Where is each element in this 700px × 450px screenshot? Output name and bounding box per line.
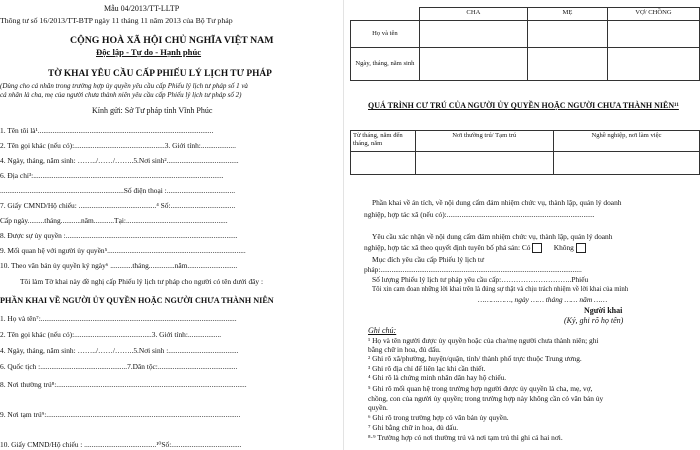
section-heading: PHẦN KHAI VỀ NGƯỜI ỦY QUYỀN HOẶC NGƯỜI CHƯA THÀNH NIÊN — [0, 296, 274, 305]
request-statement: Tôi làm Tờ khai này đề nghị cấp Phiếu lý lịch tư pháp cho người có tên dưới đây : — [20, 277, 264, 286]
family-label-birth: Ngày, tháng, năm sinh — [351, 47, 420, 80]
field-birth: 4. Ngày, tháng, năm sinh: ……../……/……..5.Nơi sinh²....................................... — [0, 156, 239, 165]
residence-header-job: Nghề nghiệp, nơi làm việc — [553, 131, 699, 152]
date-line: ……………, ngày …… tháng …… năm …… — [478, 295, 608, 304]
residence-cell — [553, 152, 699, 175]
criminal-record-line2: nghiệp, hợp tác xã (nếu có):................................................................................ — [364, 210, 595, 219]
residence-history-title: QUÁ TRÌNH CƯ TRÚ CỦA NGƯỜI ỦY QUYỀN HOẶC NGƯỜI CHƯA THÀNH NIÊN¹¹ — [368, 101, 679, 110]
residence-row — [351, 152, 700, 175]
residence-header-period: Từ tháng, năm đến tháng, năm — [351, 131, 416, 152]
ban-confirmation-text: nghiệp, hợp tác xã theo quyết định tuyên bố phá sản: Có — [364, 243, 531, 252]
family-cell — [527, 20, 607, 47]
field-relationship: 9. Mối quan hệ với người ủy quyền⁵........................................................................... — [0, 246, 246, 255]
field-issue-date: Cấp ngày.........tháng...........năm...........Tại:....................................................... — [0, 216, 228, 225]
note-1: ¹ Họ và tên người được ủy quyền hoặc của cha/mẹ người chưa thành niên; ghi — [368, 336, 599, 345]
family-label-name: Họ và tên — [351, 20, 420, 47]
family-row-name — [351, 20, 700, 47]
note-3: ³ Ghi rõ địa chỉ để liên lạc khi cần thiết. — [368, 364, 486, 373]
purpose-line2: pháp:............................................................................................................. — [364, 265, 582, 274]
family-table-header — [351, 8, 700, 21]
purpose-line1: Mục đích yêu cầu cấp Phiếu lý lịch tư — [372, 255, 484, 264]
form-subtitle-line2: cá nhân là cha, mẹ của người chưa thành niên yêu cầu cấp Phiếu lý lịch tư pháp số 2) — [0, 91, 242, 99]
family-cell — [527, 47, 607, 80]
subject-nationality-ethnicity: 6. Quốc tịch :...............................................7.Dân tộc:........................................... — [0, 362, 238, 371]
notes-title: Ghi chú: — [368, 326, 397, 335]
residence-table — [350, 130, 700, 175]
field-address: 6. Địa chỉ³:....................................................................................................... — [0, 171, 224, 180]
note-2: ² Ghi rõ xã/phường, huyện/quận, tỉnh/ thành phố trực thuộc Trung ương. — [368, 354, 582, 363]
nation-heading: CỘNG HOÀ XÃ HỘI CHỦ NGHĨA VIỆT NAM — [70, 35, 274, 46]
ban-confirmation-line1: Yêu cầu xác nhận về nội dung cấm đảm nhiệm chức vụ, thành lập, quản lý doanh — [372, 232, 613, 241]
form-subtitle-line1: (Dùng cho cá nhân trong trường hợp ủy quyền yêu cầu cấp Phiếu lý lịch tư pháp số 1 và — [0, 82, 248, 90]
signer-note: (Ký, ghi rõ họ tên) — [564, 316, 624, 325]
subject-other-name-gender: 2. Tên gọi khác (nếu có):..........................................3. Giới tính:.................. — [0, 330, 222, 339]
form-page-right — [346, 0, 700, 450]
field-authorized-by: 8. Được sự ủy quyền :............................................................................................. — [0, 231, 238, 240]
note-7: ⁷ Ghi bằng chữ in hoa, đủ dấu. — [368, 423, 459, 432]
family-cell — [419, 20, 527, 47]
residence-table-header — [351, 131, 700, 152]
subject-birth: 4. Ngày, tháng, năm sinh: ……../……/……..5.Nơi sinh :...................................... — [0, 346, 239, 355]
subject-id-card: 10. Giấy CMND/Hộ chiếu : .......................................¹⁰Số:...................................... — [0, 440, 242, 449]
family-cell — [607, 20, 699, 47]
page-divider — [343, 0, 344, 450]
declaration: Tôi xin cam đoan những lời khai trên là đúng sự thật và chịu trách nhiệm về lời khai của mình — [372, 286, 629, 293]
residence-cell — [351, 152, 416, 175]
subject-permanent-residence: 8. Nơi thường trú⁸:....................................................................................................... — [0, 380, 247, 389]
motto: Độc lập - Tự do - Hạnh phúc — [96, 47, 202, 57]
field-full-name: 1. Tên tôi là¹............................................................................................... — [0, 126, 214, 135]
family-header-father: CHA — [419, 8, 527, 21]
note-5: ⁵ Ghi rõ mối quan hệ trong trường hợp người được ủy quyền là cha, mẹ, vợ, — [368, 384, 593, 393]
checkbox-yes[interactable] — [532, 243, 542, 253]
family-table — [350, 7, 700, 81]
checkbox-no[interactable] — [576, 243, 586, 253]
note-5-cont: chồng, con của người ủy quyền; trong trường hợp này không cần có văn bản ủy — [368, 394, 604, 403]
family-header-spouse: VỢ/ CHỒNG — [607, 8, 699, 21]
circular-reference: Thông tư số 16/2013/TT-BTP ngày 11 tháng 11 năm 2013 của Bộ Tư pháp — [0, 16, 233, 25]
family-cell — [419, 47, 527, 80]
field-id-card: 7. Giấy CMND/Hộ chiếu: ..........................................⁴ Số:................................... — [0, 201, 236, 210]
form-title: TỜ KHAI YÊU CẦU CẤP PHIẾU LÝ LỊCH TƯ PHÁP — [48, 69, 272, 79]
addressee: Kính gửi: Sở Tư pháp tỉnh Vĩnh Phúc — [92, 106, 213, 115]
residence-header-place: Nơi thường trú/ Tạm trú — [415, 131, 553, 152]
note-6: ⁶ Ghi rõ trong trường hợp có văn bản ủy quyền. — [368, 413, 509, 422]
family-cell — [607, 47, 699, 80]
subject-full-name: 1. Họ và tên⁷:.......................................................................................................... — [0, 314, 237, 323]
signer-label: Người khai — [584, 306, 623, 315]
note-4: ⁴ Ghi rõ là chứng minh nhân dân hay hộ chiếu. — [368, 373, 507, 382]
subject-temporary-residence: 9. Nơi tạm trú⁹:......................................................................................................... — [0, 410, 241, 419]
family-table-corner — [351, 8, 420, 21]
note-5-end: quyền. — [368, 403, 388, 412]
field-phone: ...................................................................Số điện thoại :..................................... — [0, 186, 236, 195]
form-number: Mẫu 04/2013/TT-LLTP — [104, 4, 180, 13]
note-1-cont: bằng chữ in hoa, đủ dấu. — [368, 345, 441, 354]
note-8-9: ⁸·⁹ Trường hợp có nơi thường trú và nơi tạm trú thì ghi cả hai nơi. — [368, 433, 563, 442]
field-other-name-gender: 2. Tên gọi khác (nếu có):.................................................3. Giới tính:................... — [0, 141, 236, 150]
residence-cell — [415, 152, 553, 175]
option-no-label: Không — [553, 243, 574, 252]
field-authorization-doc: 10. Theo văn bản ủy quyền ký ngày⁶ ............tháng..............năm........................... — [0, 261, 238, 270]
quantity-line: Số lượng Phiếu lý lịch tư pháp yêu cầu cấp:………………………..Phiếu — [372, 275, 589, 284]
family-header-mother: MẸ — [527, 8, 607, 21]
form-page-left — [0, 0, 340, 450]
criminal-record-line1: Phần khai về án tích, về nội dung cấm đảm nhiệm chức vụ, thành lập, quản lý doanh — [372, 198, 622, 207]
ban-confirmation-line2 — [364, 243, 588, 253]
family-row-birth — [351, 47, 700, 80]
